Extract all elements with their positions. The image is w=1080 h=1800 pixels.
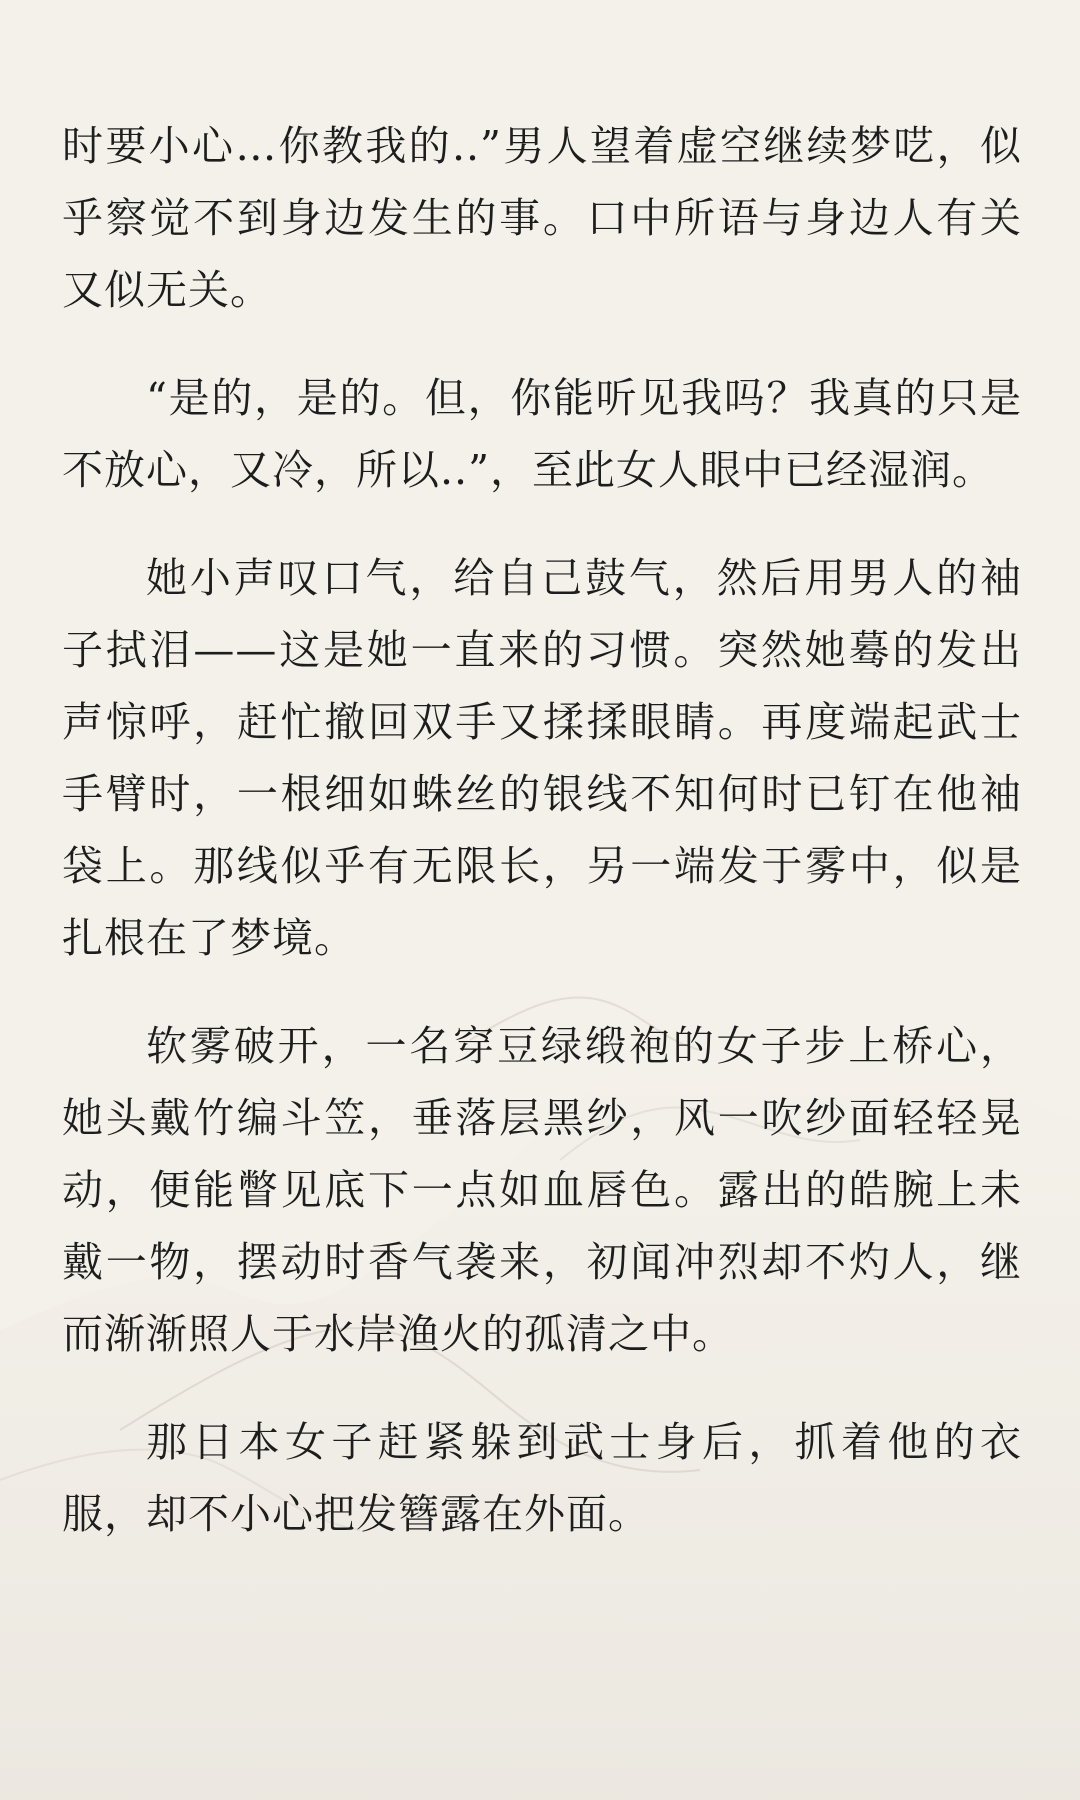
paragraph-1: 时要小心…你教我的..”男人望着虚空继续梦呓，似乎察觉不到身边发生的事。口中所语与身边人有关又似无关。 (62, 122, 1022, 314)
paragraph-2: “是的，是的。但，你能听见我吗？我真的只是不放心，又冷，所以..”，至此女人眼中已经湿润。 (62, 374, 1022, 494)
paragraph-5: 那日本女子赶紧躲到武士身后，抓着他的衣服，却不小心把发簪露在外面。 (62, 1418, 1022, 1538)
paragraph-4: 软雾破开，一名穿豆绿缎袍的女子步上桥心，她头戴竹编斗笠，垂落层黑纱，风一吹纱面轻轻晃动，便能瞥见底下一点如血唇色。露出的皓腕上未戴一物，摆动时香气袭来，初闻冲烈却不灼人，继而渐渐照人于水岸渔火的孤清之中。 (62, 1022, 1022, 1358)
reader-page (62, 110, 1022, 1586)
paragraph-3: 她小声叹口气，给自己鼓气，然后用男人的袖子拭泪——这是她一直来的习惯。突然她蓦的发出声惊呼，赶忙撤回双手又揉揉眼睛。再度端起武士手臂时，一根细如蛛丝的银线不知何时已钉在他袖袋上。那线似乎有无限长，另一端发于雾中，似是扎根在了梦境。 (62, 554, 1022, 962)
